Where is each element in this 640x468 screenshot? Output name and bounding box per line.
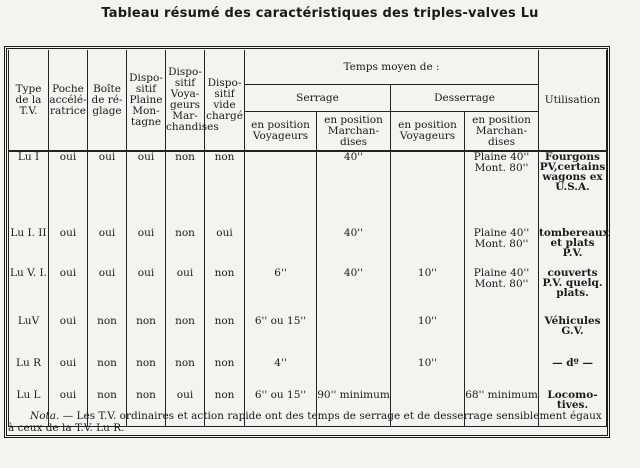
header-utilisation: Utilisation [539, 50, 607, 151]
header-plaine-montagne: Dispo-sitif Plaine Mon-tagne [127, 50, 166, 151]
cell-serrage-voy: 6'' [245, 262, 317, 310]
footnote-label: Nota. [30, 410, 60, 422]
cell-plaine: oui [127, 222, 166, 262]
cell-desserrage-voy: 10'' [391, 310, 465, 352]
cell-voyageurs: non [166, 151, 205, 222]
cell-poche: oui [49, 382, 88, 427]
cell-serrage-mar: 40'' [317, 151, 391, 222]
header-desserrage: Desserrage [391, 85, 539, 112]
cell-serrage-voy [245, 222, 317, 262]
cell-desserrage-voy: 10'' [391, 262, 465, 310]
table-row [9, 310, 607, 352]
header-serrage: Serrage [245, 85, 391, 112]
cell-vide: non [205, 352, 245, 382]
cell-desserrage-mar [465, 352, 539, 382]
header-desserrage-voyageurs: en position Voyageurs [391, 112, 465, 152]
cell-desserrage-voy: 10'' [391, 352, 465, 382]
header-type: Type de la T.V. [9, 50, 49, 151]
cell-desserrage-mar: Plaine 40'' Mont. 80'' [465, 262, 539, 310]
cell-boite: non [88, 382, 127, 427]
cell-serrage-voy: 6'' ou 15'' [245, 382, 317, 427]
cell-utilisation: couverts P.V. quelq. plats. [539, 262, 607, 310]
cell-utilisation: Locomo-tives. [539, 382, 607, 427]
cell-serrage-mar: 40'' [317, 262, 391, 310]
header-serrage-voyageurs: en position Voyageurs [245, 112, 317, 152]
cell-vide: non [205, 151, 245, 222]
cell-utilisation: tombereaux et plats P.V. [539, 222, 607, 262]
header-serrage-marchandises: en position Marchan-dises [317, 112, 391, 152]
cell-desserrage-mar [465, 310, 539, 352]
table-row [9, 262, 607, 310]
cell-type: LuV [9, 310, 49, 352]
cell-desserrage-voy [391, 151, 465, 222]
cell-type: Lu I. II [9, 222, 49, 262]
table-title: Tableau résumé des caractéristiques des triples-valves Lu [101, 6, 539, 21]
cell-boite: oui [88, 151, 127, 222]
header-voyageurs-marchandises: Dispo-sitif Voya-geurs Mar-chandises [166, 50, 205, 151]
cell-voyageurs: non [166, 310, 205, 352]
cell-desserrage-mar: Plaine 40'' Mont. 80'' [465, 222, 539, 262]
cell-serrage-voy: 6'' ou 15'' [245, 310, 317, 352]
cell-type: Lu L [9, 382, 49, 427]
cell-boite: non [88, 352, 127, 382]
cell-type: Lu I [9, 151, 49, 222]
cell-boite: oui [88, 262, 127, 310]
cell-voyageurs: oui [166, 262, 205, 310]
cell-serrage-mar [317, 352, 391, 382]
cell-poche: oui [49, 262, 88, 310]
footnote [8, 410, 606, 434]
cell-poche: oui [49, 151, 88, 222]
cell-voyageurs: oui [166, 382, 205, 427]
table-row [9, 352, 607, 382]
cell-vide: non [205, 310, 245, 352]
cell-serrage-mar [317, 310, 391, 352]
cell-voyageurs: non [166, 352, 205, 382]
cell-plaine: non [127, 352, 166, 382]
cell-plaine: oui [127, 262, 166, 310]
cell-poche: oui [49, 352, 88, 382]
header-boite: Boîte de ré-glage [88, 50, 127, 151]
cell-utilisation: — dº — [539, 352, 607, 382]
characteristics-table [8, 50, 607, 427]
cell-utilisation: Fourgons PV,certains wagons ex U.S.A. [539, 151, 607, 222]
footnote-text: — Les T.V. ordinaires et action rapide ont des temps de serrage et de desserrage sensiblement égaux à ceux de la T.V. Lu R. [8, 410, 602, 434]
cell-serrage-voy: 4'' [245, 352, 317, 382]
cell-serrage-mar: 90'' minimum [317, 382, 391, 427]
cell-boite: oui [88, 222, 127, 262]
cell-type: Lu R [9, 352, 49, 382]
cell-desserrage-mar: 68'' minimum [465, 382, 539, 427]
cell-boite: non [88, 310, 127, 352]
cell-desserrage-voy [391, 222, 465, 262]
header-desserrage-marchandises: en position Marchan-dises [465, 112, 539, 152]
header-poche: Poche accélé-ratrice [49, 50, 88, 151]
cell-type: Lu V. I. [9, 262, 49, 310]
cell-plaine: non [127, 382, 166, 427]
cell-serrage-voy [245, 151, 317, 222]
cell-plaine: oui [127, 151, 166, 222]
cell-vide: non [205, 382, 245, 427]
cell-poche: oui [49, 310, 88, 352]
cell-vide: non [205, 262, 245, 310]
table-row [9, 222, 607, 262]
cell-utilisation: Véhicules G.V. [539, 310, 607, 352]
cell-voyageurs: non [166, 222, 205, 262]
cell-vide: oui [205, 222, 245, 262]
cell-desserrage-mar: Plaine 40'' Mont. 80'' [465, 151, 539, 222]
table-row [9, 151, 607, 222]
header-vide-charge: Dispo-sitif vide chargé [205, 50, 245, 151]
header-temps-moyen: Temps moyen de : [245, 50, 539, 85]
cell-plaine: non [127, 310, 166, 352]
cell-poche: oui [49, 222, 88, 262]
cell-serrage-mar: 40'' [317, 222, 391, 262]
